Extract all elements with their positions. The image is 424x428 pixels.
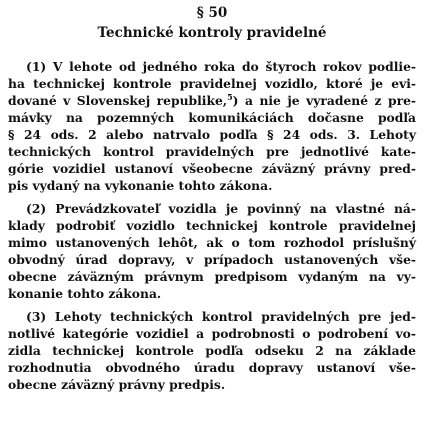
section-number: § 50 <box>196 5 228 21</box>
paragraph-line: obecne záväzný právny predpis. <box>8 377 226 392</box>
paragraph-line: konanie tohto zákona. <box>8 286 162 301</box>
paragraph-line: klady podrobiť vozidlo technickej kontrole pravidelnej <box>8 218 416 233</box>
paragraph-line: § 24 ods. 2 alebo natrvalo podľa § 24 ods. 3. Lehoty <box>8 127 416 142</box>
paragraph-line: zidla technickej kontrole podľa odseku 2 na základe <box>8 343 416 358</box>
paragraph-line-end: a nie je vyradené z pre- <box>244 93 417 108</box>
paragraph-line: obvodný úrad dopravy, v prípadoch ustanovených vše- <box>8 252 416 267</box>
paragraph-line: technických kontrol pravidelných pre jednotlivé kate- <box>8 144 416 159</box>
footnote-reference: 5 <box>227 91 233 102</box>
paragraph-line: górie vozidiel ustanoví všeobecne záväzný právny pred- <box>8 161 416 176</box>
paragraph-line: mávky na pozemných komunikáciách dočasne podľa <box>8 110 416 125</box>
paragraph-3 <box>8 308 416 393</box>
footnote-close: ) <box>232 93 239 108</box>
paragraph-line: pis vydaný na vykonanie tohto zákona. <box>8 178 273 193</box>
paragraph-line: rozhodnutia obvodného úradu dopravy ustanoví vše- <box>8 360 416 375</box>
paragraph-line: (3) Lehoty technických kontrol pravidelných pre jed- <box>26 309 416 324</box>
paragraph-line-start: dované v Slovenskej republike, <box>8 93 228 108</box>
paragraph-line: (1) V lehote od jedného roka do štyroch rokov podlie- <box>26 59 416 74</box>
paragraph-1 <box>8 58 416 194</box>
paragraph-line: ha technickej kontrole pravidelnej vozidlo, ktoré je evi- <box>8 76 416 91</box>
paragraph-line: (2) Prevádzkovateľ vozidla je povinný na vlastné ná- <box>26 201 416 216</box>
paragraph-line: mimo ustanovených lehôt, ak o tom rozhodol príslušný <box>8 235 416 250</box>
paragraph-line: obecne záväzným právnym predpisom vydaným na vy- <box>8 269 416 284</box>
paragraph-2 <box>8 200 416 302</box>
paragraph-line-with-footnote <box>8 92 416 109</box>
section-title: Technické kontroly pravidelné <box>97 25 327 41</box>
paragraph-line: notlivé kategórie vozidiel a podrobnosti o podrobení vo- <box>8 326 416 341</box>
